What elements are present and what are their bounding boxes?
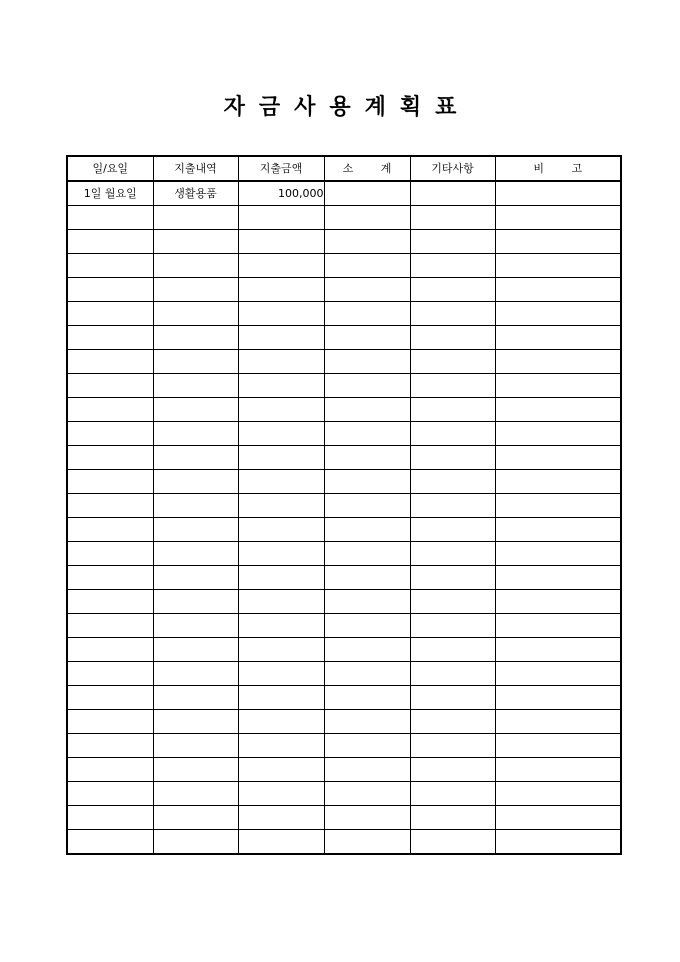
cell-other-notes [410,422,495,446]
table-row [67,302,621,326]
cell-expense-amount [238,542,324,566]
cell-remarks [495,494,621,518]
cell-remarks [495,181,621,206]
cell-remarks [495,806,621,830]
cell-subtotal [324,686,410,710]
cell-expense-amount [238,806,324,830]
cell-remarks [495,206,621,230]
cell-other-notes [410,374,495,398]
cell-subtotal [324,302,410,326]
cell-remarks [495,590,621,614]
cell-remarks [495,830,621,855]
cell-subtotal [324,494,410,518]
cell-remarks [495,542,621,566]
cell-date [67,446,153,470]
cell-other-notes [410,758,495,782]
cell-subtotal [324,758,410,782]
cell-date [67,422,153,446]
table-row [67,230,621,254]
cell-date [67,686,153,710]
cell-expense-amount [238,734,324,758]
cell-date [67,254,153,278]
cell-subtotal [324,206,410,230]
cell-date [67,734,153,758]
cell-subtotal [324,566,410,590]
cell-expense-amount [238,254,324,278]
cell-expense-amount [238,710,324,734]
cell-remarks [495,302,621,326]
cell-expense-amount [238,302,324,326]
cell-remarks [495,662,621,686]
cell-expense-item [153,542,238,566]
cell-subtotal [324,518,410,542]
cell-date [67,782,153,806]
cell-date [67,398,153,422]
cell-expense-amount [238,758,324,782]
cell-expense-amount [238,326,324,350]
table-row [67,686,621,710]
cell-expense-item: 생활용품 [153,181,238,206]
cell-expense-amount: 100,000 [238,181,324,206]
cell-expense-amount [238,278,324,302]
cell-expense-item [153,590,238,614]
cell-expense-item [153,422,238,446]
cell-other-notes [410,446,495,470]
cell-other-notes [410,470,495,494]
cell-date [67,230,153,254]
cell-expense-amount [238,830,324,855]
header-remarks: 비 고 [495,156,621,181]
cell-expense-item [153,470,238,494]
table-row [67,446,621,470]
cell-expense-item [153,446,238,470]
cell-subtotal [324,254,410,278]
cell-subtotal [324,398,410,422]
cell-expense-amount [238,638,324,662]
cell-other-notes [410,590,495,614]
header-expense-amount: 지출금액 [238,156,324,181]
cell-other-notes [410,181,495,206]
fund-plan-table [66,155,622,855]
table-row [67,758,621,782]
cell-expense-item [153,398,238,422]
cell-date [67,614,153,638]
cell-expense-item [153,350,238,374]
cell-date [67,830,153,855]
cell-date [67,494,153,518]
table-row [67,638,621,662]
cell-date [67,542,153,566]
cell-other-notes [410,734,495,758]
cell-expense-amount [238,590,324,614]
cell-date [67,758,153,782]
cell-subtotal [324,806,410,830]
cell-date [67,350,153,374]
cell-expense-item [153,782,238,806]
cell-expense-item [153,734,238,758]
cell-expense-item [153,374,238,398]
cell-expense-amount [238,422,324,446]
cell-expense-item [153,758,238,782]
cell-expense-amount [238,518,324,542]
cell-date [67,470,153,494]
cell-date: 1일 월요일 [67,181,153,206]
cell-expense-item [153,518,238,542]
header-expense-item: 지출내역 [153,156,238,181]
cell-remarks [495,638,621,662]
cell-other-notes [410,638,495,662]
cell-other-notes [410,614,495,638]
cell-other-notes [410,710,495,734]
cell-subtotal [324,662,410,686]
cell-expense-amount [238,398,324,422]
cell-expense-amount [238,470,324,494]
cell-expense-item [153,614,238,638]
table-row [67,278,621,302]
cell-remarks [495,278,621,302]
cell-other-notes [410,782,495,806]
cell-remarks [495,254,621,278]
cell-expense-amount [238,230,324,254]
cell-expense-amount [238,782,324,806]
cell-expense-item [153,710,238,734]
cell-remarks [495,374,621,398]
cell-subtotal [324,542,410,566]
cell-expense-item [153,662,238,686]
cell-remarks [495,614,621,638]
table-row [67,350,621,374]
cell-remarks [495,422,621,446]
cell-remarks [495,350,621,374]
cell-expense-amount [238,494,324,518]
cell-expense-item [153,278,238,302]
cell-other-notes [410,398,495,422]
cell-other-notes [410,662,495,686]
cell-date [67,206,153,230]
cell-other-notes [410,302,495,326]
cell-expense-amount [238,686,324,710]
cell-expense-item [153,230,238,254]
cell-remarks [495,446,621,470]
cell-other-notes [410,830,495,855]
table-row [67,782,621,806]
cell-expense-amount [238,662,324,686]
cell-remarks [495,230,621,254]
cell-remarks [495,686,621,710]
cell-other-notes [410,542,495,566]
cell-other-notes [410,254,495,278]
header-other-notes: 기타사항 [410,156,495,181]
table-row [67,734,621,758]
header-subtotal: 소 계 [324,156,410,181]
cell-subtotal [324,326,410,350]
table-row [67,614,621,638]
cell-other-notes [410,326,495,350]
cell-remarks [495,518,621,542]
cell-subtotal [324,470,410,494]
cell-remarks [495,734,621,758]
cell-subtotal [324,782,410,806]
cell-subtotal [324,734,410,758]
cell-subtotal [324,830,410,855]
table-row [67,398,621,422]
cell-subtotal [324,278,410,302]
cell-expense-item [153,206,238,230]
table-row [67,181,621,206]
table-row [67,590,621,614]
cell-other-notes [410,206,495,230]
cell-subtotal [324,638,410,662]
table-row [67,206,621,230]
header-date: 일/요일 [67,156,153,181]
cell-date [67,662,153,686]
cell-subtotal [324,590,410,614]
table-row [67,422,621,446]
table-row [67,662,621,686]
cell-remarks [495,470,621,494]
cell-subtotal [324,181,410,206]
cell-expense-amount [238,566,324,590]
cell-expense-item [153,302,238,326]
table-row [67,470,621,494]
cell-date [67,566,153,590]
cell-expense-amount [238,206,324,230]
cell-other-notes [410,518,495,542]
cell-other-notes [410,806,495,830]
cell-subtotal [324,422,410,446]
cell-subtotal [324,230,410,254]
table-body [67,181,621,854]
cell-expense-item [153,326,238,350]
cell-expense-item [153,638,238,662]
cell-date [67,710,153,734]
cell-remarks [495,758,621,782]
cell-expense-amount [238,614,324,638]
cell-date [67,638,153,662]
cell-expense-item [153,686,238,710]
cell-remarks [495,398,621,422]
table-row [67,830,621,855]
cell-other-notes [410,350,495,374]
cell-date [67,374,153,398]
table-row [67,254,621,278]
cell-date [67,278,153,302]
cell-expense-item [153,254,238,278]
cell-date [67,518,153,542]
document-title: 자금사용계획표 [223,95,471,120]
cell-date [67,806,153,830]
cell-expense-amount [238,374,324,398]
table-row [67,542,621,566]
cell-other-notes [410,278,495,302]
cell-other-notes [410,494,495,518]
table-row [67,806,621,830]
cell-subtotal [324,446,410,470]
cell-date [67,326,153,350]
cell-other-notes [410,686,495,710]
cell-remarks [495,710,621,734]
cell-subtotal [324,350,410,374]
cell-expense-amount [238,446,324,470]
cell-expense-item [153,566,238,590]
cell-other-notes [410,566,495,590]
cell-remarks [495,326,621,350]
cell-expense-amount [238,350,324,374]
cell-subtotal [324,614,410,638]
cell-expense-item [153,830,238,855]
cell-other-notes [410,230,495,254]
cell-remarks [495,782,621,806]
cell-subtotal [324,710,410,734]
cell-date [67,590,153,614]
cell-subtotal [324,374,410,398]
table-row [67,710,621,734]
header-row [67,156,621,181]
table-row [67,374,621,398]
table-row [67,518,621,542]
table-row [67,494,621,518]
table-row [67,566,621,590]
cell-expense-item [153,494,238,518]
cell-expense-item [153,806,238,830]
table-row [67,326,621,350]
cell-date [67,302,153,326]
cell-remarks [495,566,621,590]
